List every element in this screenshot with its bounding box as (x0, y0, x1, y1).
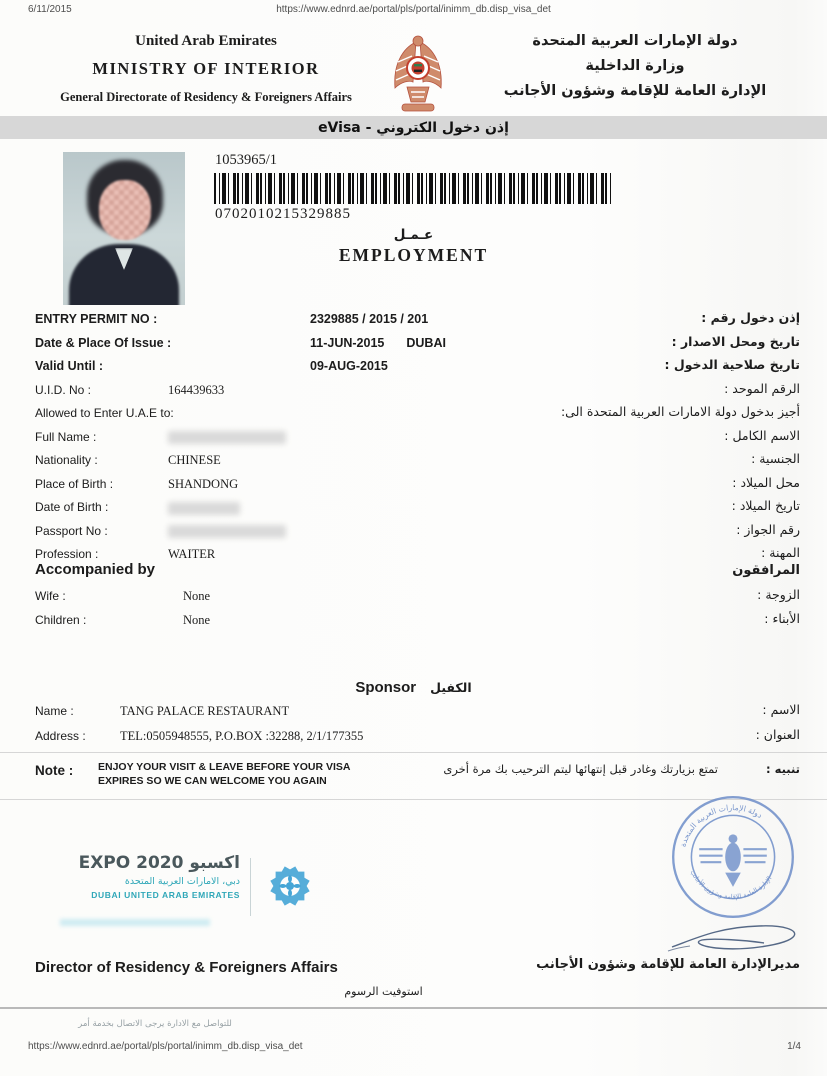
field-label-en: Place of Birth : (35, 476, 114, 491)
field-value: 164439633 (168, 382, 225, 397)
note-label-ar: تنبيه : (766, 762, 800, 776)
field-label-ar: المهنة : (761, 545, 800, 560)
accompanied-rows (35, 585, 800, 632)
director-title-ar: مديرالإدارة العامة للإقامة وشؤون الأجانب (536, 957, 800, 972)
director-title-en: Director of Residency & Foreigners Affairs (35, 959, 338, 976)
field-row (35, 520, 800, 544)
field-row (35, 496, 800, 520)
ministry-name-ar: وزارة الداخلية (585, 58, 685, 74)
field-label-en: Allowed to Enter U.A.E to: (35, 406, 174, 420)
field-label-en: Address : (35, 728, 86, 743)
field-label-ar: الأبناء : (764, 610, 800, 626)
field-label-en: Date & Place Of Issue : (35, 335, 172, 350)
field-label-ar: رقم الجواز : (736, 521, 800, 537)
field-label-en: ENTRY PERMIT NO : (35, 312, 158, 326)
sponsor-title-ar: الكفيل (430, 680, 472, 695)
sponsor-rows (35, 700, 800, 749)
sponsor-section-title (0, 679, 827, 696)
field-value (168, 500, 240, 515)
official-round-stamp-icon (668, 792, 798, 927)
scan-smudge (60, 919, 210, 926)
field-label-en: Passport No : (35, 523, 108, 538)
field-row (35, 332, 800, 356)
uae-falcon-emblem-icon (385, 30, 451, 120)
letterhead-english (22, 33, 390, 105)
stamp-text-top: دولة الإمارات العربية المتحدة (678, 803, 764, 848)
field-label-ar: إذن دخول رقم : (701, 310, 800, 325)
visa-type-english: EMPLOYMENT (338, 245, 489, 265)
note-divider-top (0, 752, 827, 753)
accompanied-section-title (35, 561, 800, 578)
note-text-ar: تمتع بزيارتك وغادر قبل إنتهائها ليتم الترحيب بك مرة أخرى (443, 762, 719, 776)
expo-logo-divider (250, 858, 251, 916)
field-value-secondary: DUBAI (406, 335, 446, 350)
visa-fields (35, 308, 800, 567)
footer-divider (0, 1007, 827, 1009)
field-row (35, 725, 800, 750)
field-label-ar: تاريخ صلاحية الدخول : (664, 357, 800, 372)
field-label-ar: الرقم الموحد : (724, 380, 800, 396)
stamp-text-bottom: الإدارة العامة للإقامة وشؤون الأجانب (688, 868, 774, 901)
field-label-en: U.I.D. No : (35, 382, 92, 397)
field-value: 11-JUN-2015 DUBAI (310, 335, 446, 350)
field-value: TEL:0505948555, P.O.BOX :32288, 2/1/177355 (120, 728, 364, 743)
field-label-ar: الاسم الكامل : (724, 427, 800, 443)
print-url-bottom: https://www.ednrd.ae/portal/pls/portal/inimm_db.disp_visa_det (28, 1041, 303, 1052)
field-value: None (183, 612, 211, 627)
fees-collected-note-ar: استوفيت الرسوم (344, 985, 423, 998)
barcode (214, 173, 612, 204)
field-label-ar: محل الميلاد : (732, 474, 800, 490)
letterhead-arabic (461, 33, 809, 108)
field-value: SHANDONG (168, 476, 239, 491)
contact-fine-print-ar: للتواصل مع الادارة يرجى الاتصال بخدمة أمر (78, 1019, 232, 1029)
expo-subtitle-ar: دبي، الامارات العربية المتحدة (124, 876, 240, 887)
redacted-value (168, 525, 286, 538)
note-text-ar-wrap (443, 762, 800, 776)
field-row (35, 308, 800, 332)
field-row (35, 379, 800, 403)
field-label-ar: تاريخ ومحل الاصدار : (671, 333, 800, 349)
field-row (35, 700, 800, 725)
sponsor-title-en: Sponsor (355, 679, 417, 696)
directorate-name-en: General Directorate of Residency & Foreigners Affairs (60, 90, 352, 104)
field-label-en: Wife : (35, 589, 66, 603)
field-row (35, 426, 800, 450)
field-label-en: Full Name : (35, 429, 97, 444)
ministry-name-en: MINISTRY OF INTERIOR (92, 59, 320, 78)
print-date: 6/11/2015 (28, 4, 72, 15)
field-label-ar: العنوان : (755, 726, 800, 742)
field-value (168, 524, 286, 539)
field-label-en: Profession : (35, 547, 99, 561)
field-label-ar: الاسم : (762, 702, 800, 717)
field-value: None (183, 589, 211, 603)
accompanied-title-ar: المرافقون (732, 563, 800, 578)
field-value: 2329885 / 2015 / 201 (310, 312, 429, 326)
field-label-ar: تاريخ الميلاد : (731, 498, 800, 513)
print-page-number: 1/4 (787, 1041, 801, 1052)
barcode-value: 0702010215329885 (215, 206, 351, 222)
note-text-en-line2: EXPIRES SO WE CAN WELCOME YOU AGAIN (98, 775, 327, 787)
note-text-en (98, 760, 350, 788)
field-value: TANG PALACE RESTAURANT (120, 704, 290, 718)
expo-rosette-icon (263, 856, 317, 921)
field-row (35, 473, 800, 497)
svg-text:دولة الإمارات العربية المتحدة (678, 803, 764, 848)
field-label-en: Children : (35, 612, 87, 627)
expo-title: EXPO 2020 اكسبو (78, 853, 240, 873)
note-text-en-line1: ENJOY YOUR VISIT & LEAVE BEFORE YOUR VISA (98, 761, 351, 773)
file-number: 1053965/1 (215, 152, 278, 168)
expo-logo-text (55, 853, 240, 900)
field-label-ar: أجيز بدخول دولة الامارات العربية المتحدة الى: (560, 404, 800, 419)
accompanied-title-en: Accompanied by (35, 561, 156, 578)
print-url-top: https://www.ednrd.ae/portal/pls/portal/inimm_db.disp_visa_det (276, 4, 551, 15)
field-label-ar: الجنسية : (751, 451, 800, 466)
field-value (168, 430, 286, 445)
evisa-title-bar (0, 116, 827, 139)
field-row (35, 402, 800, 426)
country-name-en: United Arab Emirates (135, 33, 277, 49)
field-value: 09-AUG-2015 (310, 359, 388, 373)
redacted-value (168, 502, 240, 515)
field-label-en: Date of Birth : (35, 500, 109, 514)
redacted-value (168, 431, 286, 444)
field-value: CHINESE (168, 453, 221, 467)
note-label-en: Note : (35, 763, 74, 778)
country-name-ar: دولة الإمارات العربية المتحدة (532, 33, 738, 49)
evisa-title-text: إذن دخول الكتروني - eVisa (318, 119, 509, 136)
field-row (35, 449, 800, 473)
field-value: WAITER (168, 547, 216, 561)
field-label-en: Name : (35, 704, 74, 718)
field-label-ar: الزوجة : (757, 587, 800, 602)
field-label-en: Nationality : (35, 453, 98, 467)
field-row (35, 609, 800, 633)
field-row (35, 585, 800, 609)
field-label-en: Valid Until : (35, 359, 104, 373)
field-row (35, 355, 800, 379)
directorate-name-ar: الإدارة العامة للإقامة وشؤون الأجانب (503, 83, 767, 99)
visa-type-arabic: عـمـل (393, 227, 434, 243)
expo-subtitle-en: DUBAI UNITED ARAB EMIRATES (91, 890, 240, 900)
